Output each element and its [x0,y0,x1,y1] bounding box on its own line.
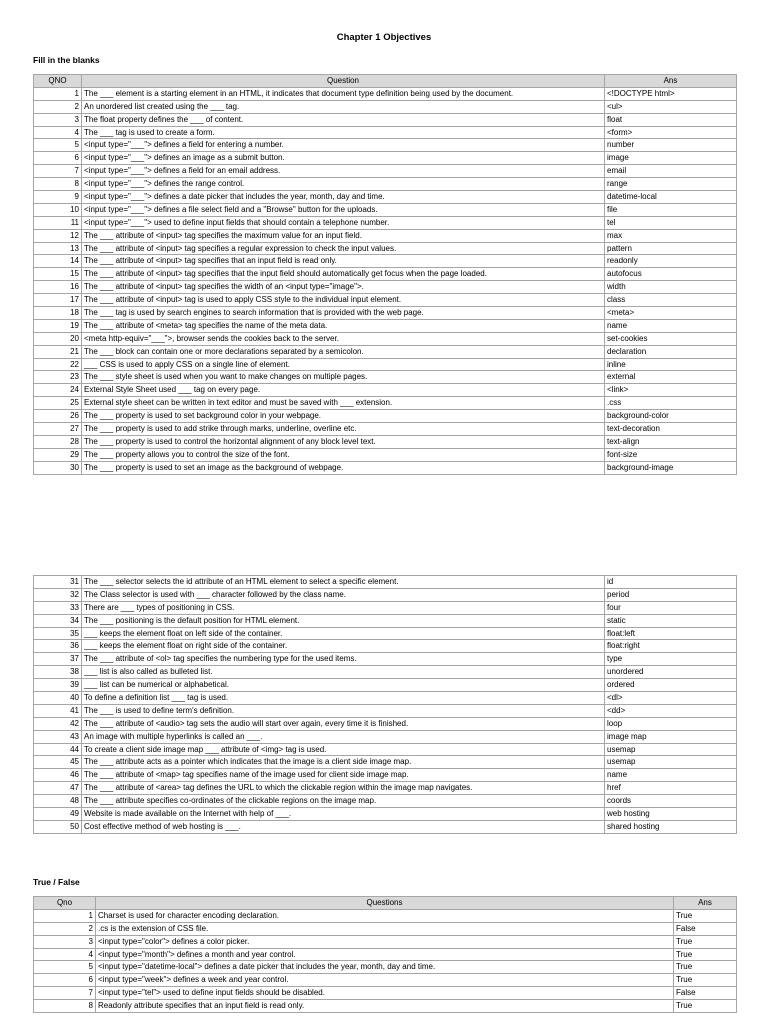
table-row [34,410,737,423]
question-number: 44 [34,743,82,756]
table-row [34,743,737,756]
question-text: The ___ attribute of <input> tag specifies a regular expression to check the input values. [82,242,605,255]
question-number: 13 [34,242,82,255]
answer-text: width [605,281,737,294]
table-row [34,974,737,987]
question-number: 17 [34,294,82,307]
question-text: The ___ attribute of <input> tag specifies the maximum value for an input field. [82,229,605,242]
answer-text: max [605,229,737,242]
answer-text: inline [605,358,737,371]
question-text: <meta http-equiv="___">, browser sends the cookies back to the server. [82,332,605,345]
question-number: 5 [34,961,96,974]
question-number: 3 [34,935,96,948]
question-number: 4 [34,948,96,961]
question-number: 7 [34,165,82,178]
answer-text: True [674,1000,737,1013]
table-row [34,717,737,730]
answer-text: external [605,371,737,384]
table-row [34,730,737,743]
answer-text: float:right [605,640,737,653]
table-row [34,614,737,627]
question-text: The ___ block can contain one or more declarations separated by a semicolon. [82,345,605,358]
question-number: 6 [34,152,82,165]
question-text: <input type="week"> defines a week and year control. [96,974,674,987]
answer-text: True [674,961,737,974]
table-row [34,961,737,974]
question-number: 45 [34,756,82,769]
answer-text: email [605,165,737,178]
answer-text: loop [605,717,737,730]
table-row [34,601,737,614]
question-number: 37 [34,653,82,666]
column-header-ans: Ans [605,75,737,88]
answer-text: True [674,974,737,987]
answer-text: <ul> [605,100,737,113]
question-text: The ___ attribute of <input> tag specifies that the input field should automatically get focus when the page loaded. [82,268,605,281]
table-row [34,152,737,165]
question-number: 14 [34,255,82,268]
table-row [34,948,737,961]
answer-text: coords [605,795,737,808]
question-number: 50 [34,820,82,833]
question-text: The ___ property is used to control the horizontal alignment of any block level text. [82,435,605,448]
question-number: 40 [34,692,82,705]
answer-text: type [605,653,737,666]
question-number: 9 [34,191,82,204]
answer-text: usemap [605,743,737,756]
question-number: 38 [34,666,82,679]
question-text: The float property defines the ___ of content. [82,113,605,126]
table-row [34,935,737,948]
question-text: An image with multiple hyperlinks is called an ___. [82,730,605,743]
table-row [34,756,737,769]
table-row [34,679,737,692]
table-row [34,345,737,358]
question-text: Charset is used for character encoding declaration. [96,909,674,922]
column-header-qno: QNO [34,75,82,88]
question-number: 25 [34,397,82,410]
question-text: The ___ is used to define term's definition. [82,704,605,717]
question-number: 47 [34,782,82,795]
answer-text: name [605,319,737,332]
table-row [34,165,737,178]
question-text: The ___ attribute of <input> tag specifies the width of an <input type="image">. [82,281,605,294]
answer-text: set-cookies [605,332,737,345]
answer-text: <form> [605,126,737,139]
answer-text: period [605,588,737,601]
question-text: ___ list can be numerical or alphabetical. [82,679,605,692]
answer-text: font-size [605,448,737,461]
column-header-question: Question [82,75,605,88]
answer-text: True [674,948,737,961]
answer-text: tel [605,216,737,229]
answer-text: text-decoration [605,423,737,436]
question-number: 33 [34,601,82,614]
question-number: 41 [34,704,82,717]
question-number: 29 [34,448,82,461]
question-text: <input type="___"> defines a date picker that includes the year, month, day and time. [82,191,605,204]
answer-text: False [674,922,737,935]
question-number: 21 [34,345,82,358]
question-number: 2 [34,922,96,935]
column-header-questions: Questions [96,897,674,910]
question-text: To define a definition list ___ tag is used. [82,692,605,705]
question-number: 23 [34,371,82,384]
question-text: Cost effective method of web hosting is ___. [82,820,605,833]
question-text: <input type="___"> defines the range control. [82,178,605,191]
question-text: There are ___ types of positioning in CSS. [82,601,605,614]
table-header-row [34,897,737,910]
question-number: 5 [34,139,82,152]
question-number: 19 [34,319,82,332]
question-text: The ___ property allows you to control the size of the font. [82,448,605,461]
question-number: 36 [34,640,82,653]
answer-text: href [605,782,737,795]
answer-text: <meta> [605,307,737,320]
table-row [34,332,737,345]
answer-text: background-color [605,410,737,423]
table-row [34,294,737,307]
answer-text: .css [605,397,737,410]
true-false-heading: True / False [33,877,80,887]
question-number: 26 [34,410,82,423]
question-number: 8 [34,1000,96,1013]
question-text: <input type="___"> defines an image as a submit button. [82,152,605,165]
answer-text: image map [605,730,737,743]
question-number: 43 [34,730,82,743]
table-row [34,126,737,139]
table-row [34,795,737,808]
question-text: The ___ attribute of <meta> tag specifies the name of the meta data. [82,319,605,332]
table-row [34,191,737,204]
fill-blanks-table-part-2 [33,575,737,834]
question-text: <input type="___"> defines a field for entering a number. [82,139,605,152]
table-row [34,371,737,384]
question-text: <input type="tel"> used to define input fields should be disabled. [96,987,674,1000]
answer-text: shared hosting [605,820,737,833]
table-row [34,448,737,461]
answer-text: class [605,294,737,307]
answer-text: float:left [605,627,737,640]
question-text: Readonly attribute specifies that an input field is read only. [96,1000,674,1013]
table-row [34,319,737,332]
table-row [34,588,737,601]
question-number: 1 [34,909,96,922]
table-row [34,358,737,371]
table-row [34,113,737,126]
answer-text: autofocus [605,268,737,281]
table-row [34,384,737,397]
table-row [34,268,737,281]
question-text: The ___ property is used to set background color in your webpage. [82,410,605,423]
question-number: 31 [34,576,82,589]
answer-text: <dl> [605,692,737,705]
question-number: 46 [34,769,82,782]
question-text: The ___ tag is used to create a form. [82,126,605,139]
question-text: The ___ attribute of <audio> tag sets the audio will start over again, every time it is finished. [82,717,605,730]
table-row [34,987,737,1000]
question-number: 49 [34,808,82,821]
question-text: The ___ tag is used by search engines to search information that is provided with the web page. [82,307,605,320]
answer-text: range [605,178,737,191]
answer-text: <dd> [605,704,737,717]
question-text: .cs is the extension of CSS file. [96,922,674,935]
question-number: 20 [34,332,82,345]
question-text: The ___ attribute specifies co-ordinates of the clickable regions on the image map. [82,795,605,808]
question-text: ___ list is also called as bulleted list. [82,666,605,679]
question-number: 8 [34,178,82,191]
question-number: 3 [34,113,82,126]
question-number: 28 [34,435,82,448]
question-number: 18 [34,307,82,320]
answer-text: file [605,203,737,216]
answer-text: False [674,987,737,1000]
question-text: <input type="datetime-local"> defines a date picker that includes the year, month, day and time. [96,961,674,974]
answer-text: True [674,909,737,922]
table-row [34,307,737,320]
table-header-row [34,75,737,88]
question-number: 27 [34,423,82,436]
table-row [34,640,737,653]
answer-text: web hosting [605,808,737,821]
answer-text: datetime-local [605,191,737,204]
question-text: ___ keeps the element float on right side of the container. [82,640,605,653]
question-text: The ___ element is a starting element in an HTML, it indicates that document type definition being used by the document. [82,87,605,100]
answer-text: unordered [605,666,737,679]
question-text: ___ CSS is used to apply CSS on a single line of element. [82,358,605,371]
answer-text: static [605,614,737,627]
question-text: Website is made available on the Internet with help of ___. [82,808,605,821]
table-row [34,1000,737,1013]
question-number: 2 [34,100,82,113]
table-row [34,461,737,474]
column-header-qno: Qno [34,897,96,910]
question-number: 48 [34,795,82,808]
question-number: 12 [34,229,82,242]
table-row [34,820,737,833]
answer-text: background-image [605,461,737,474]
page-title: Chapter 1 Objectives [336,32,432,43]
question-number: 42 [34,717,82,730]
true-false-table [33,896,737,1013]
answer-text: declaration [605,345,737,358]
question-number: 30 [34,461,82,474]
table-row [34,435,737,448]
question-text: <input type="color"> defines a color picker. [96,935,674,948]
question-text: External Style Sheet used ___ tag on every page. [82,384,605,397]
question-number: 6 [34,974,96,987]
answer-text: text-align [605,435,737,448]
question-text: External style sheet can be written in text editor and must be saved with ___ extension. [82,397,605,410]
fill-blanks-table-part-1 [33,74,737,475]
question-text: The ___ property is used to add strike through marks, underline, overline etc. [82,423,605,436]
question-text: The ___ attribute of <map> tag specifies name of the image used for client side image map. [82,769,605,782]
table-row [34,229,737,242]
answer-text: usemap [605,756,737,769]
question-text: ___ keeps the element float on left side of the container. [82,627,605,640]
table-row [34,808,737,821]
table-row [34,87,737,100]
table-row [34,178,737,191]
answer-text: image [605,152,737,165]
table-row [34,203,737,216]
table-row [34,782,737,795]
table-row [34,653,737,666]
question-text: The Class selector is used with ___ character followed by the class name. [82,588,605,601]
question-text: <input type="___"> defines a file select field and a "Browse" button for the uploads. [82,203,605,216]
table-row [34,139,737,152]
table-row [34,576,737,589]
question-text: The ___ attribute of <input> tag is used to apply CSS style to the individual input element. [82,294,605,307]
question-number: 34 [34,614,82,627]
table-row [34,704,737,717]
question-number: 24 [34,384,82,397]
question-text: The ___ attribute of <ol> tag specifies the numbering type for the used items. [82,653,605,666]
table-row [34,100,737,113]
answer-text: <!DOCTYPE html> [605,87,737,100]
question-text: The ___ attribute acts as a pointer which indicates that the image is a client side image map. [82,756,605,769]
table-row [34,281,737,294]
answer-text: readonly [605,255,737,268]
table-row [34,627,737,640]
table-row [34,242,737,255]
answer-text: number [605,139,737,152]
question-number: 4 [34,126,82,139]
question-number: 32 [34,588,82,601]
table-row [34,397,737,410]
answer-text: float [605,113,737,126]
table-row [34,666,737,679]
question-number: 10 [34,203,82,216]
answer-text: name [605,769,737,782]
fill-blanks-heading: Fill in the blanks [33,55,100,65]
question-number: 1 [34,87,82,100]
question-text: To create a client side image map ___ attribute of <img> tag is used. [82,743,605,756]
table-row [34,255,737,268]
question-text: <input type="___"> defines a field for an email address. [82,165,605,178]
question-text: <input type="month"> defines a month and year control. [96,948,674,961]
answer-text: pattern [605,242,737,255]
question-text: The ___ positioning is the default position for HTML element. [82,614,605,627]
answer-text: four [605,601,737,614]
question-text: The ___ style sheet is used when you want to make changes on multiple pages. [82,371,605,384]
question-number: 39 [34,679,82,692]
answer-text: <link> [605,384,737,397]
table-row [34,692,737,705]
question-text: The ___ property is used to set an image as the background of webpage. [82,461,605,474]
question-text: The ___ attribute of <area> tag defines the URL to which the clickable region within the image map navigates. [82,782,605,795]
question-text: <input type="___"> used to define input fields that should contain a telephone number. [82,216,605,229]
question-number: 15 [34,268,82,281]
question-number: 7 [34,987,96,1000]
table-row [34,216,737,229]
question-number: 35 [34,627,82,640]
column-header-ans: Ans [674,897,737,910]
question-number: 11 [34,216,82,229]
question-number: 22 [34,358,82,371]
answer-text: id [605,576,737,589]
answer-text: True [674,935,737,948]
question-text: The ___ selector selects the id attribute of an HTML element to select a specific element. [82,576,605,589]
table-row [34,909,737,922]
table-row [34,769,737,782]
table-row [34,423,737,436]
table-row [34,922,737,935]
answer-text: ordered [605,679,737,692]
question-text: The ___ attribute of <input> tag specifies that an input field is read only. [82,255,605,268]
question-text: An unordered list created using the ___ tag. [82,100,605,113]
question-number: 16 [34,281,82,294]
